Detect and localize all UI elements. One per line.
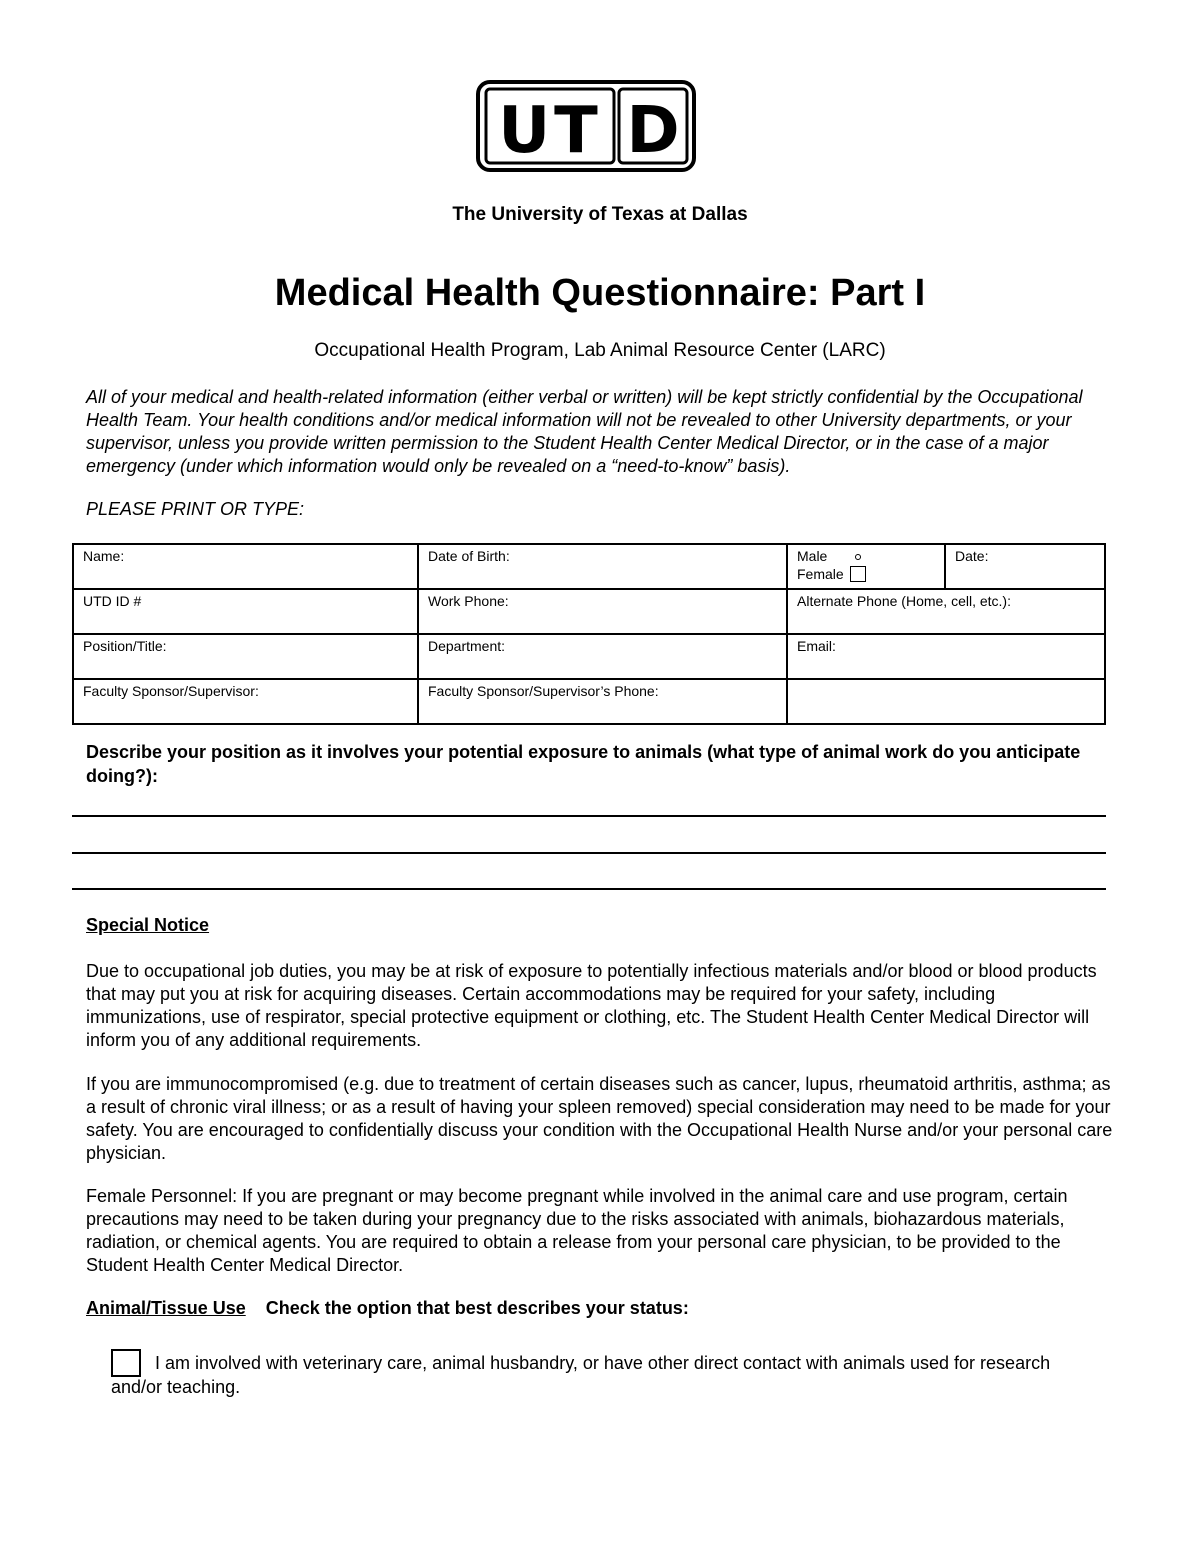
describe-position-prompt: Describe your position as it involves your potential exposure to animals (what type of animal work do you anticipate doing?):: [86, 742, 1081, 786]
alt-phone-field[interactable]: [787, 589, 1105, 634]
immunocompromised-paragraph: If you are immunocompromised (e.g. due to treatment of certain diseases such as cancer, lupus, rheumatoid arthritis, asthma; as a result of chronic viral illness; or as a result of having your spleen removed) special consideration may need to be made for your safety. You are encouraged to confidentially discuss your condition with the Occupational Health Nurse and/or your personal care physician.: [86, 1074, 1113, 1163]
male-radio[interactable]: [855, 554, 861, 560]
female-label: Female: [797, 566, 844, 582]
university-name: The University of Texas at Dallas: [452, 204, 748, 225]
special-notice-paragraph: Due to occupational job duties, you may be at risk of exposure to potentially infectious materials and/or blood or blood products that may put you at risk for acquiring diseases. Certain accommodations may be required for your safety, including immunizations, use of respirator, special protective equipment or clothing, etc. The Student Health Center Medical Director will inform you of any additional requirements.: [86, 961, 1097, 1050]
page-subtitle: Occupational Health Program, Lab Animal Resource Center (LARC): [314, 340, 886, 361]
animal-use-title: Animal/Tissue Use: [86, 1298, 246, 1318]
answer-line[interactable]: [72, 852, 1106, 854]
sponsor-field[interactable]: [73, 679, 418, 724]
position-field[interactable]: [73, 634, 418, 679]
female-personnel-paragraph: Female Personnel: If you are pregnant or may become pregnant while involved in the animal care and use program, certain precautions may need to be taken during your pregnancy due to the risks associated with animals, biohazardous materials, radiation, or chemical agents. You are required to obtain a release from your personal care physician, to be provided to the Student Health Center Medical Director.: [86, 1186, 1068, 1275]
animal-use-instruction: Check the option that best describes your status:: [265, 1298, 689, 1318]
work-phone-label: Work Phone:: [428, 593, 509, 609]
dob-label: Date of Birth:: [428, 548, 510, 564]
sponsor-label: Faculty Sponsor/Supervisor:: [83, 683, 259, 699]
utd-id-field[interactable]: [73, 589, 418, 634]
confidentiality-statement: All of your medical and health-related information (either verbal or written) will be kept strictly confidential by the Occupational Health Team. Your health conditions and/or medical information will not be revealed to other University departments, or your supervisor, unless you provide written permission to the Student Health Center Medical Director, or in the case of a major emergency (under which information would only be revealed on a “need-to-know” basis).: [86, 387, 1083, 476]
sponsor-phone-field[interactable]: [418, 679, 787, 724]
animal-contact-option-label: I am involved with veterinary care, animal husbandry, or have other direct contact with animals used for research and/or teaching.: [111, 1353, 1051, 1397]
department-field[interactable]: [418, 634, 787, 679]
personal-info-form: [72, 543, 1106, 725]
email-label: Email:: [797, 638, 836, 654]
svg-text:D: D: [626, 94, 680, 168]
answer-line[interactable]: [72, 888, 1106, 890]
name-label: Name:: [83, 548, 125, 564]
animal-use-heading: [86, 1298, 689, 1319]
date-field[interactable]: [945, 544, 1105, 589]
dob-field[interactable]: [418, 544, 787, 589]
sex-field: [787, 544, 945, 589]
position-label: Position/Title:: [83, 638, 167, 654]
female-checkbox[interactable]: [850, 566, 866, 582]
date-label: Date:: [955, 548, 989, 564]
answer-line[interactable]: [72, 815, 1106, 817]
svg-text:UT: UT: [498, 94, 602, 168]
male-label: Male: [797, 548, 828, 564]
sponsor-phone-label: Faculty Sponsor/Supervisor’s Phone:: [428, 683, 659, 699]
alt-phone-label: Alternate Phone (Home, cell, etc.):: [797, 593, 1011, 609]
department-label: Department:: [428, 638, 506, 654]
special-notice-heading: Special Notice: [86, 915, 210, 935]
email-field[interactable]: [787, 634, 1105, 679]
name-field[interactable]: [73, 544, 418, 589]
utd-id-label: UTD ID #: [83, 593, 142, 609]
work-phone-field[interactable]: [418, 589, 787, 634]
print-instruction: PLEASE PRINT OR TYPE:: [86, 499, 305, 519]
page-title: Medical Health Questionnaire: Part I: [274, 272, 926, 314]
utd-logo: [476, 80, 696, 172]
blank-field[interactable]: [787, 679, 1105, 724]
